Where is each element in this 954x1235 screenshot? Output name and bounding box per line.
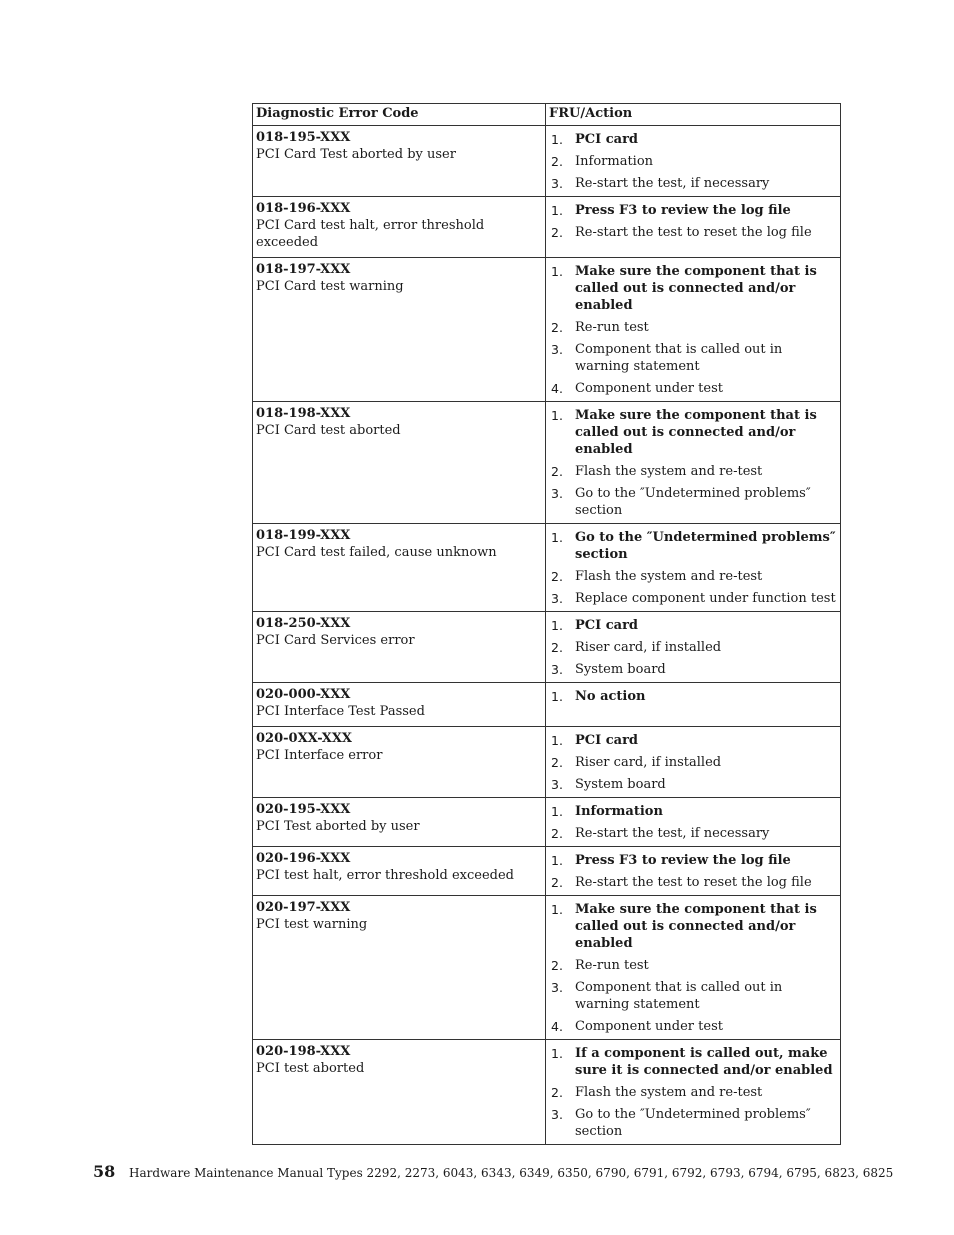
action-number: 1. bbox=[551, 618, 563, 633]
table-row bbox=[253, 798, 841, 847]
action-item bbox=[549, 1106, 837, 1140]
action-item bbox=[549, 529, 837, 563]
action-item bbox=[549, 175, 837, 192]
error-code-cell bbox=[253, 727, 546, 798]
error-description: PCI Card test halt, error threshold exceeded bbox=[256, 218, 485, 250]
page-number: 58 bbox=[93, 1162, 116, 1181]
error-code-cell bbox=[253, 524, 546, 612]
action-text: Make sure the component that is called out is connected and/or enabled bbox=[575, 264, 817, 313]
action-number: 1. bbox=[551, 408, 563, 423]
action-item bbox=[549, 732, 837, 749]
error-code: 018-250-XXX bbox=[256, 616, 351, 631]
action-number: 3. bbox=[551, 486, 563, 501]
action-list bbox=[549, 202, 837, 241]
action-text: If a component is called out, make sure it is connected and/or enabled bbox=[575, 1046, 833, 1078]
action-item bbox=[549, 131, 837, 148]
action-list bbox=[549, 131, 837, 192]
action-item bbox=[549, 874, 837, 891]
action-item bbox=[549, 224, 837, 241]
action-text: Riser card, if installed bbox=[575, 755, 722, 770]
error-description: PCI test halt, error threshold exceeded bbox=[256, 868, 514, 883]
action-list bbox=[549, 1045, 837, 1140]
action-item bbox=[549, 901, 837, 952]
action-number: 1. bbox=[551, 804, 563, 819]
action-text: System board bbox=[575, 777, 666, 792]
fru-action-cell bbox=[546, 798, 841, 847]
error-code: 018-198-XXX bbox=[256, 406, 351, 421]
error-code-cell bbox=[253, 847, 546, 896]
action-text: System board bbox=[575, 662, 666, 677]
action-number: 2. bbox=[551, 875, 563, 890]
action-item bbox=[549, 661, 837, 678]
action-text: Flash the system and re-test bbox=[575, 464, 763, 479]
action-number: 2. bbox=[551, 958, 563, 973]
action-text: Component under test bbox=[575, 1019, 723, 1034]
action-number: 1. bbox=[551, 902, 563, 917]
action-number: 2. bbox=[551, 225, 563, 240]
error-description: PCI test aborted bbox=[256, 1061, 365, 1076]
error-code: 020-195-XXX bbox=[256, 802, 351, 817]
action-text: Re-start the test to reset the log file bbox=[575, 225, 812, 240]
action-text: Flash the system and re-test bbox=[575, 1085, 763, 1100]
table-header-row bbox=[253, 104, 841, 126]
action-item bbox=[549, 407, 837, 458]
action-number: 3. bbox=[551, 980, 563, 995]
error-description: PCI Test aborted by user bbox=[256, 819, 420, 834]
action-list bbox=[549, 852, 837, 891]
action-number: 1. bbox=[551, 733, 563, 748]
action-number: 2. bbox=[551, 826, 563, 841]
action-number: 3. bbox=[551, 591, 563, 606]
action-text: Component that is called out in warning statement bbox=[575, 980, 783, 1012]
table-row bbox=[253, 524, 841, 612]
action-item bbox=[549, 825, 837, 842]
action-list bbox=[549, 803, 837, 842]
action-text: Component that is called out in warning statement bbox=[575, 342, 783, 374]
action-text: Information bbox=[575, 154, 654, 169]
error-code: 020-000-XXX bbox=[256, 687, 351, 702]
header-diagnostic-error-code: Diagnostic Error Code bbox=[253, 104, 546, 126]
action-item bbox=[549, 639, 837, 656]
table-row bbox=[253, 402, 841, 524]
action-text: PCI card bbox=[575, 132, 639, 147]
header-fru-action: FRU/Action bbox=[546, 104, 841, 126]
action-text: Flash the system and re-test bbox=[575, 569, 763, 584]
action-item bbox=[549, 485, 837, 519]
action-item bbox=[549, 957, 837, 974]
error-code-cell bbox=[253, 1040, 546, 1145]
action-number: 3. bbox=[551, 342, 563, 357]
error-description: PCI test warning bbox=[256, 917, 368, 932]
error-description: PCI Card test failed, cause unknown bbox=[256, 545, 497, 560]
action-text: Go to the ″Undetermined problems″ section bbox=[575, 530, 836, 562]
action-number: 3. bbox=[551, 662, 563, 677]
error-description: PCI Card Test aborted by user bbox=[256, 147, 456, 162]
action-number: 1. bbox=[551, 853, 563, 868]
error-code-cell bbox=[253, 197, 546, 258]
error-description: PCI Card test aborted bbox=[256, 423, 401, 438]
action-text: Riser card, if installed bbox=[575, 640, 722, 655]
action-number: 2. bbox=[551, 569, 563, 584]
error-description: PCI Interface error bbox=[256, 748, 383, 763]
page-footer bbox=[93, 1162, 913, 1181]
action-list bbox=[549, 617, 837, 678]
table-row bbox=[253, 612, 841, 683]
action-item bbox=[549, 463, 837, 480]
table-row bbox=[253, 896, 841, 1040]
error-description: PCI Card Services error bbox=[256, 633, 415, 648]
action-number: 2. bbox=[551, 640, 563, 655]
action-number: 2. bbox=[551, 464, 563, 479]
action-list bbox=[549, 901, 837, 1035]
action-item bbox=[549, 568, 837, 585]
footer-manual-title: Hardware Maintenance Manual Types 2292, 2273, 6043, 6343, 6349, 6350, 6790, 6791, 6792, 6793, 6794, 6795, 6823, 6825 bbox=[129, 1166, 894, 1180]
action-item bbox=[549, 1084, 837, 1101]
action-text: Information bbox=[575, 804, 663, 819]
action-item bbox=[549, 776, 837, 793]
action-item bbox=[549, 852, 837, 869]
error-code-cell bbox=[253, 402, 546, 524]
action-item bbox=[549, 1045, 837, 1079]
action-text: PCI card bbox=[575, 618, 639, 633]
action-number: 3. bbox=[551, 1107, 563, 1122]
action-text: Press F3 to review the log file bbox=[575, 203, 791, 218]
error-code-cell bbox=[253, 683, 546, 727]
action-text: Go to the ″Undetermined problems″ section bbox=[575, 486, 811, 518]
table-row bbox=[253, 258, 841, 402]
action-item bbox=[549, 979, 837, 1013]
fru-action-cell bbox=[546, 126, 841, 197]
table-row bbox=[253, 727, 841, 798]
action-item bbox=[549, 153, 837, 170]
action-text: Go to the ″Undetermined problems″ section bbox=[575, 1107, 811, 1139]
action-number: 2. bbox=[551, 154, 563, 169]
action-number: 1. bbox=[551, 1046, 563, 1061]
action-item bbox=[549, 319, 837, 336]
action-text: Re-start the test, if necessary bbox=[575, 176, 770, 191]
action-item bbox=[549, 380, 837, 397]
error-code: 020-0XX-XXX bbox=[256, 731, 352, 746]
error-description: PCI Interface Test Passed bbox=[256, 704, 425, 719]
action-list bbox=[549, 732, 837, 793]
fru-action-cell bbox=[546, 258, 841, 402]
error-code: 020-198-XXX bbox=[256, 1044, 351, 1059]
error-code: 018-199-XXX bbox=[256, 528, 351, 543]
action-text: Re-start the test, if necessary bbox=[575, 826, 770, 841]
error-code-cell bbox=[253, 798, 546, 847]
fru-action-cell bbox=[546, 402, 841, 524]
fru-action-cell bbox=[546, 847, 841, 896]
error-code-cell bbox=[253, 896, 546, 1040]
action-item bbox=[549, 688, 837, 705]
action-number: 2. bbox=[551, 755, 563, 770]
error-code-cell bbox=[253, 258, 546, 402]
action-text: Re-run test bbox=[575, 320, 649, 335]
fru-action-cell bbox=[546, 683, 841, 727]
action-item bbox=[549, 341, 837, 375]
action-text: Re-run test bbox=[575, 958, 649, 973]
action-text: Make sure the component that is called out is connected and/or enabled bbox=[575, 408, 817, 457]
table-body bbox=[253, 126, 841, 1145]
action-item bbox=[549, 803, 837, 820]
action-text: Replace component under function test bbox=[575, 591, 836, 606]
action-number: 3. bbox=[551, 777, 563, 792]
action-list bbox=[549, 529, 837, 607]
action-number: 4. bbox=[551, 1019, 563, 1034]
error-code-cell bbox=[253, 612, 546, 683]
action-number: 1. bbox=[551, 132, 563, 147]
action-number: 1. bbox=[551, 530, 563, 545]
action-item bbox=[549, 1018, 837, 1035]
table-row bbox=[253, 126, 841, 197]
action-number: 1. bbox=[551, 203, 563, 218]
fru-action-cell bbox=[546, 197, 841, 258]
error-code: 020-196-XXX bbox=[256, 851, 351, 866]
error-code: 018-196-XXX bbox=[256, 201, 351, 216]
action-number: 2. bbox=[551, 1085, 563, 1100]
action-text: No action bbox=[575, 689, 646, 704]
error-code: 018-195-XXX bbox=[256, 130, 351, 145]
action-text: PCI card bbox=[575, 733, 639, 748]
action-list bbox=[549, 263, 837, 397]
error-code: 018-197-XXX bbox=[256, 262, 351, 277]
table-row bbox=[253, 847, 841, 896]
error-code-cell bbox=[253, 126, 546, 197]
action-list bbox=[549, 688, 837, 705]
action-number: 2. bbox=[551, 320, 563, 335]
action-list bbox=[549, 407, 837, 519]
action-number: 4. bbox=[551, 381, 563, 396]
fru-action-cell bbox=[546, 896, 841, 1040]
fru-action-cell bbox=[546, 524, 841, 612]
action-item bbox=[549, 263, 837, 314]
error-code: 020-197-XXX bbox=[256, 900, 351, 915]
action-number: 1. bbox=[551, 689, 563, 704]
action-text: Re-start the test to reset the log file bbox=[575, 875, 812, 890]
action-item bbox=[549, 617, 837, 634]
table-row bbox=[253, 683, 841, 727]
action-text: Press F3 to review the log file bbox=[575, 853, 791, 868]
action-item bbox=[549, 202, 837, 219]
error-description: PCI Card test warning bbox=[256, 279, 404, 294]
action-item bbox=[549, 590, 837, 607]
action-text: Make sure the component that is called out is connected and/or enabled bbox=[575, 902, 817, 951]
action-text: Component under test bbox=[575, 381, 723, 396]
fru-action-cell bbox=[546, 612, 841, 683]
fru-action-cell bbox=[546, 1040, 841, 1145]
table-row bbox=[253, 197, 841, 258]
action-number: 3. bbox=[551, 176, 563, 191]
action-item bbox=[549, 754, 837, 771]
fru-action-cell bbox=[546, 727, 841, 798]
diagnostic-error-table bbox=[252, 103, 841, 1145]
action-number: 1. bbox=[551, 264, 563, 279]
table-row bbox=[253, 1040, 841, 1145]
